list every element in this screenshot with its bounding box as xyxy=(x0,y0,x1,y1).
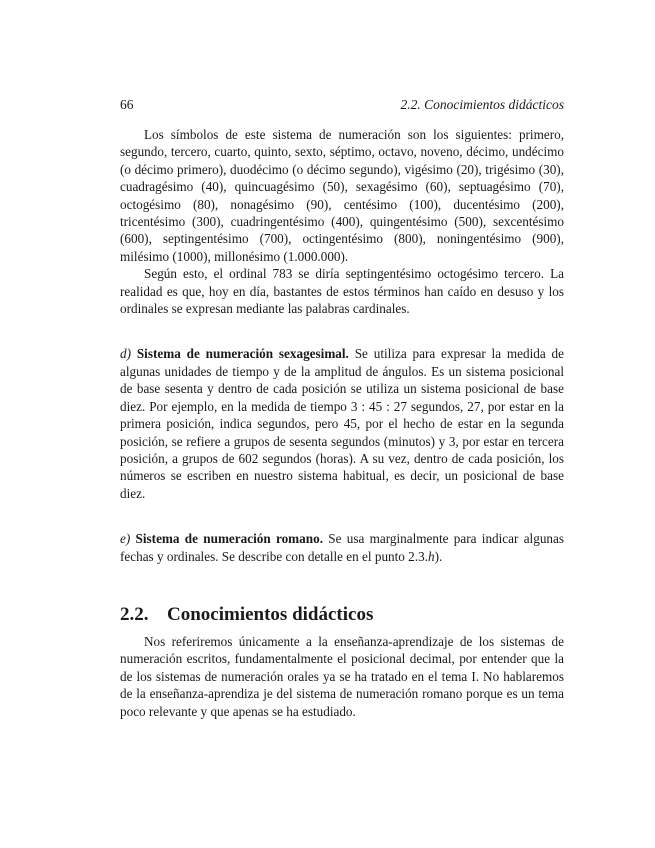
section-title: Conocimientos didácticos xyxy=(167,603,374,625)
item-d-title: Sistema de numeración sexagesimal. xyxy=(136,346,349,362)
item-e-text-end: ). xyxy=(434,548,443,564)
section-heading xyxy=(120,603,564,627)
section-number: 2.2. xyxy=(120,603,149,625)
document-page xyxy=(120,96,564,720)
item-e-ref-letter: h xyxy=(427,548,435,564)
item-e-title: Sistema de numeración romano. xyxy=(135,531,323,547)
item-d-text: Se utiliza para expresar la medida de algunas unidades de tiempo y de la amplitud de ángulos. Es un sistema posicional de base sesenta y dentro de cada posición se utiliza un sistema posicional de base diez. Por ejemplo, en la medida de tiempo 3 : 45 : 27 segundos, 27, por estar en la primera posición, indica segundos, pero 45, por el hecho de estar en la segunda posición, se refiere a grupos de sesenta segundos (minutos) y 3, por estar en tercera posición, a grupos de 602 segundos (horas). A su vez, dentro de cada posición, los números se escriben en nuestro sistema habitual, es decir, un posicional de base diez. xyxy=(120,346,565,501)
item-e-text: Se usa marginalmente para indicar algunas fechas y ordinales. Se describe con detalle en el punto 2.3. xyxy=(120,531,564,564)
item-e-roman xyxy=(120,530,564,565)
paragraph-didactic-intro: Nos referiremos únicamente a la enseñanza-aprendizaje de los sistemas de numeración escritos, fundamentalmente el posicional decimal, por entender que la de los sistemas de numeración orales ya se ha tratado en el tema I. No hablaremos de la enseñanza-aprendiza je del sistema de numeración romano porque es un tema poco relevante y que apenas se ha estudiado. xyxy=(120,633,564,719)
running-section-title: 2.2. Conocimientos didácticos xyxy=(400,97,564,112)
paragraph-ordinal-example: Según esto, el ordinal 783 se diría septingentésimo octogésimo tercero. La realidad es que, hoy en día, bastantes de estos términos han caído en desuso y los ordinales se expresan mediante las palabras cardinales. xyxy=(120,266,564,317)
item-d-letter: d) xyxy=(120,346,131,362)
item-e-letter: e) xyxy=(120,531,131,547)
running-header xyxy=(120,96,564,114)
page-number: 66 xyxy=(120,97,134,112)
item-d-sexagesimal xyxy=(120,345,564,502)
paragraph-ordinal-symbols: Los símbolos de este sistema de numeración son los siguientes: primero, segundo, tercero, cuarto, quinto, sexto, séptimo, octavo, noveno, décimo, undécimo (o décimo primero), duodécimo (o décimo segundo), vigésimo (20), trigésimo (30), cuadragésimo (40), quincuagésimo (50), sexagésimo (60), septuagésimo (70), octogésimo (80), nonagésimo (90), centésimo (100), ducentésimo (200), tricentésimo (300), cuadringentésimo (400), quingentésimo (500), sexcentésimo (600), septingentésimo (700), octingentésimo (800), noningentésimo (900), milésimo (1000), millonésimo (1.000.000). xyxy=(120,127,564,264)
